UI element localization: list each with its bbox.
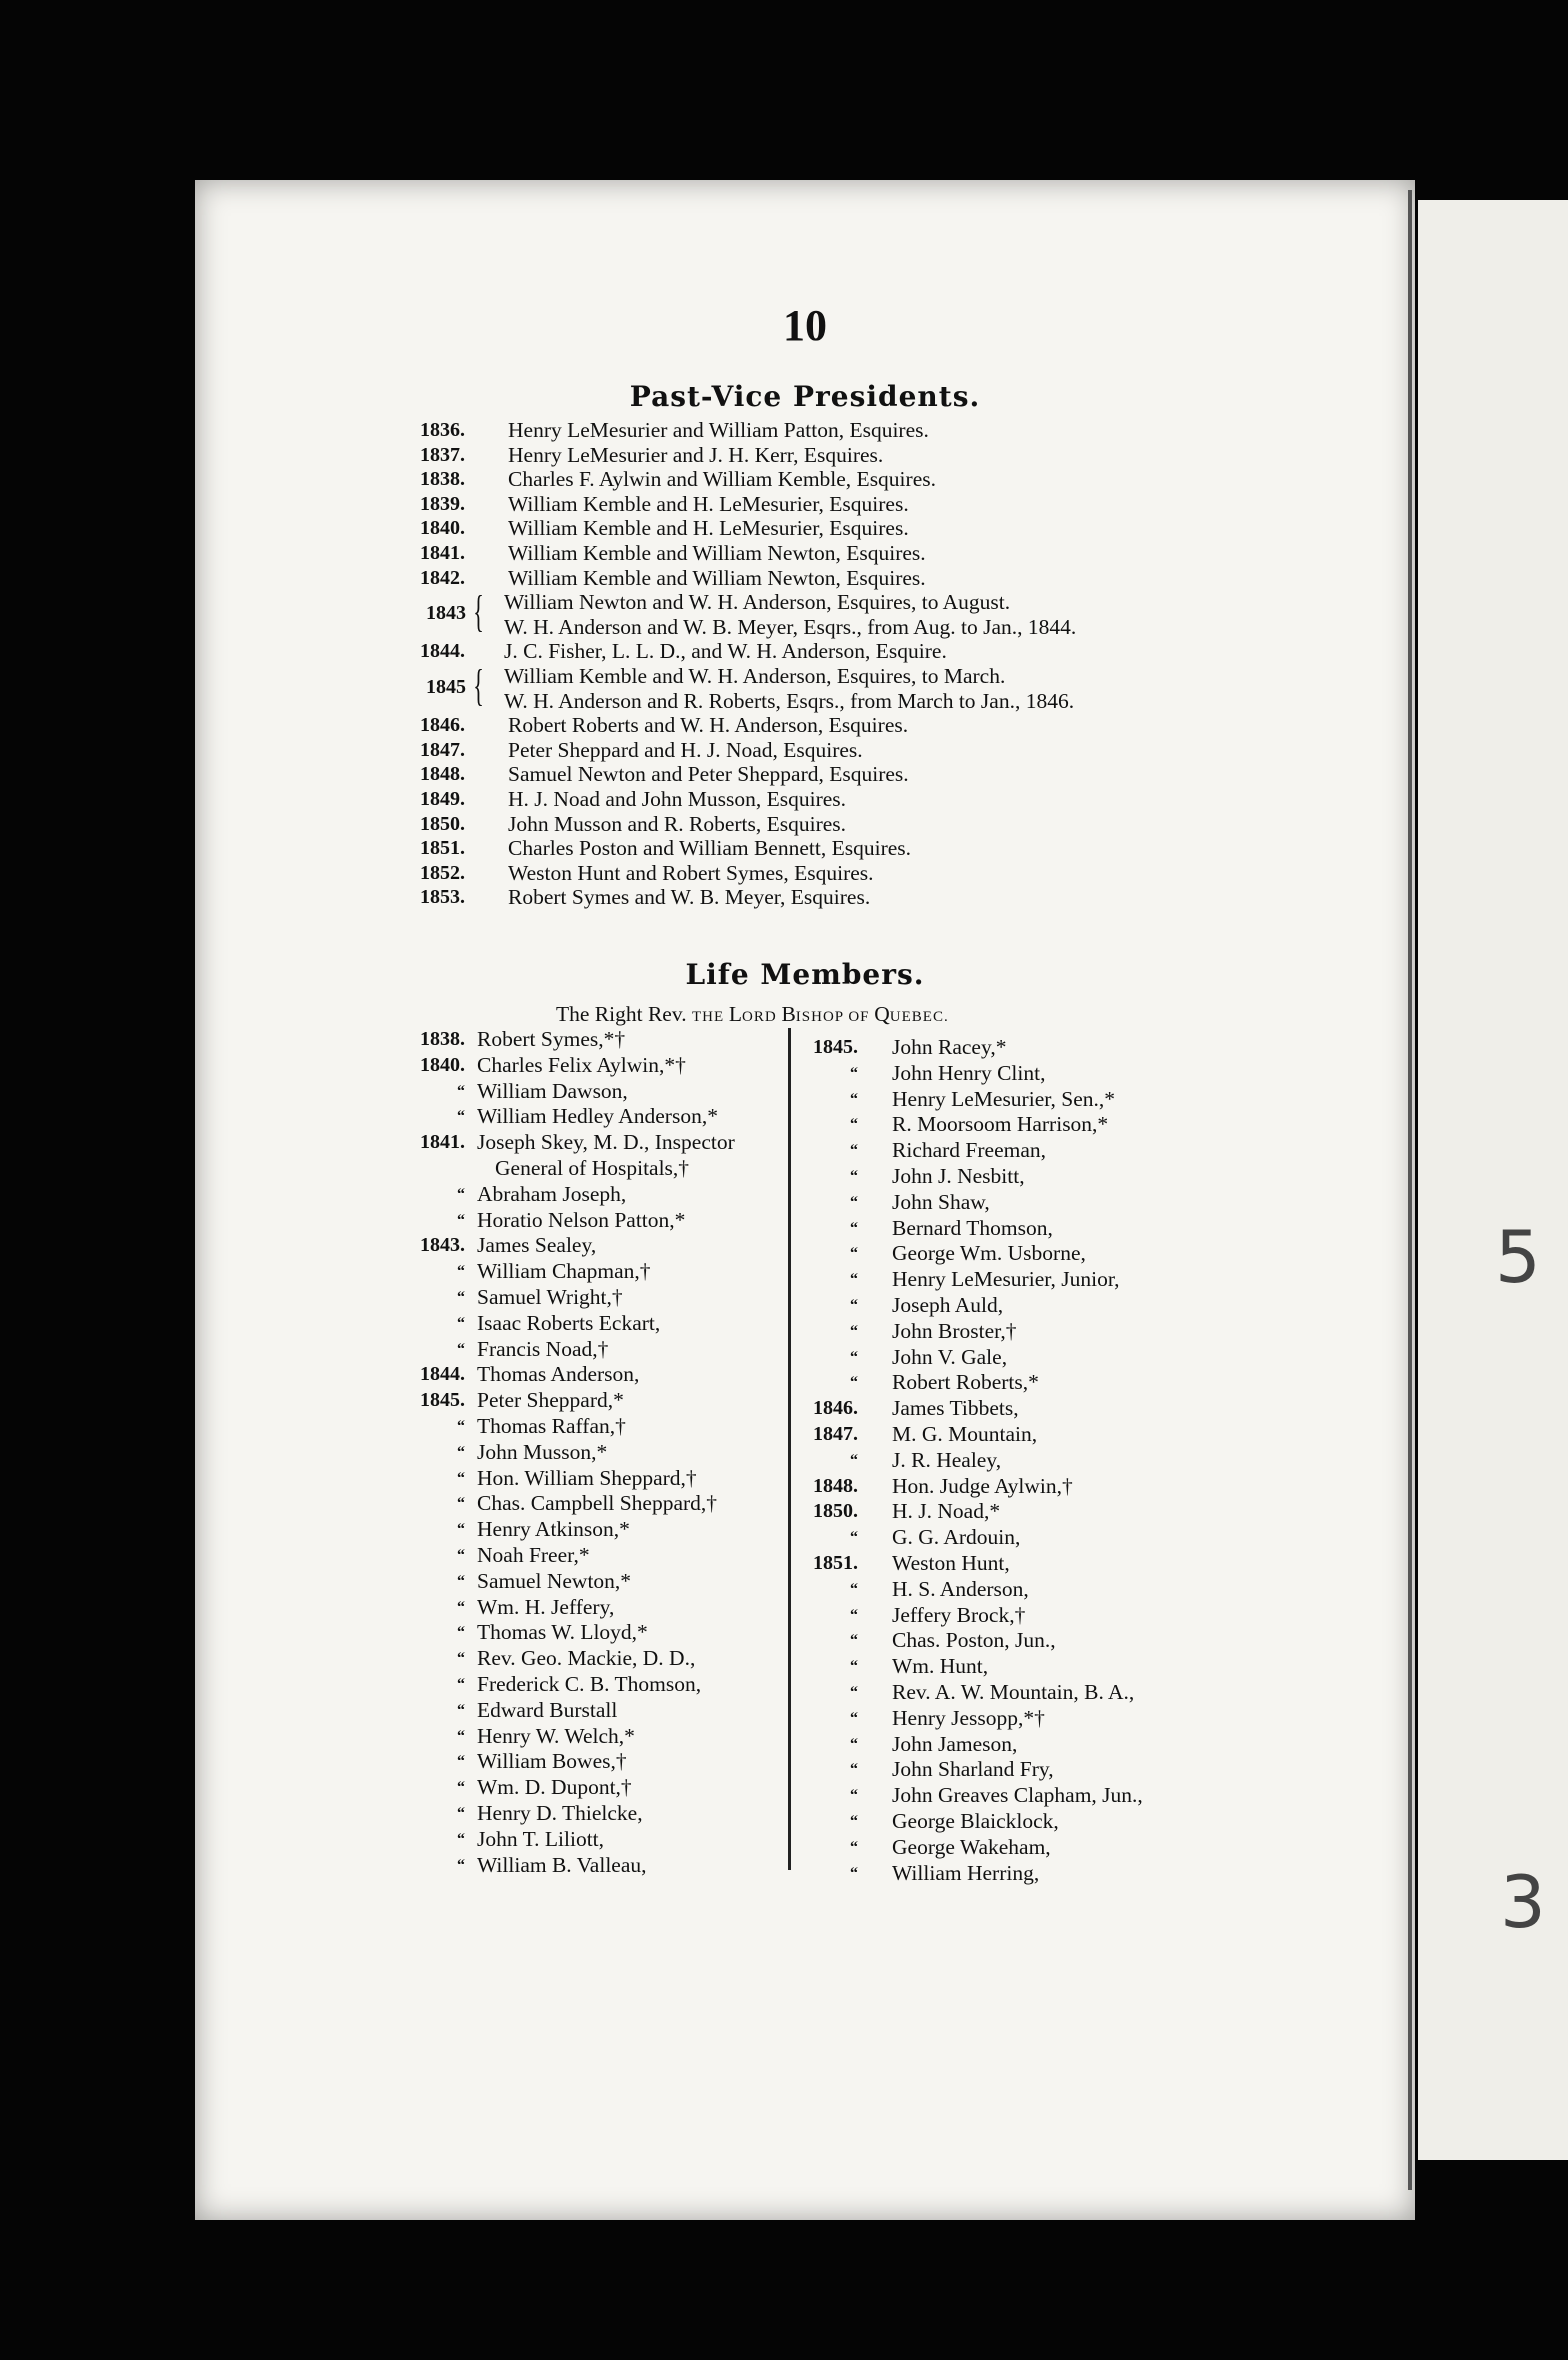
member-name: Peter Sheppard,*	[477, 1388, 624, 1413]
life-member-row	[405, 1311, 805, 1337]
member-name: Wm. Hunt,	[892, 1654, 989, 1679]
member-year: 1845.	[420, 1389, 465, 1412]
vp-names: Robert Symes and W. B. Meyer, Esquires.	[508, 885, 871, 910]
member-name: George Blaicklock,	[892, 1808, 1059, 1833]
member-name: Chas. Campbell Sheppard,†	[477, 1491, 718, 1516]
member-year: “	[457, 1108, 465, 1126]
vp-year: 1840.	[420, 517, 465, 540]
life-member-row	[800, 1112, 1300, 1138]
life-member-row	[800, 1370, 1300, 1396]
member-name: Noah Freer,*	[477, 1542, 590, 1567]
member-year: “	[850, 1787, 858, 1805]
member-year: “	[457, 1082, 465, 1100]
vp-names: Weston Hunt and Robert Symes, Esquires.	[508, 860, 874, 885]
vice-presidents-row	[400, 492, 1250, 517]
vp-year: 1839.	[420, 492, 465, 515]
member-year: “	[850, 1761, 858, 1779]
life-member-row	[800, 1087, 1300, 1113]
member-name: John Shaw,	[892, 1189, 990, 1214]
life-member-row	[405, 1079, 805, 1105]
life-member-row	[405, 1182, 805, 1208]
patron-q: Q	[874, 1002, 890, 1026]
vice-presidents-row	[400, 713, 1250, 738]
member-name: Joseph Auld,	[892, 1292, 1004, 1317]
life-member-row	[405, 1466, 805, 1492]
member-year: “	[457, 1753, 465, 1771]
life-members-patron	[556, 1002, 949, 1027]
member-year: “	[457, 1675, 465, 1693]
vp-year: 1843	[426, 602, 466, 625]
member-year: 1846.	[813, 1397, 858, 1420]
life-member-row	[800, 1577, 1300, 1603]
patron-title: The Right Rev.	[556, 1002, 692, 1026]
member-year: 1841.	[420, 1131, 465, 1154]
life-member-row	[800, 1628, 1300, 1654]
vp-names: W. H. Anderson and W. B. Meyer, Esqrs., from Aug. to Jan., 1844.	[504, 614, 1077, 639]
member-name: William Herring,	[892, 1860, 1040, 1885]
vice-presidents-row	[400, 738, 1250, 763]
life-member-row	[800, 1241, 1300, 1267]
life-member-row	[405, 1853, 805, 1879]
member-name: John T. Liliott,	[477, 1826, 605, 1851]
life-member-row	[800, 1190, 1300, 1216]
vice-presidents-row	[400, 566, 1250, 591]
vice-presidents-row	[400, 418, 1250, 443]
member-year: “	[850, 1451, 858, 1469]
member-name: William Chapman,†	[477, 1259, 651, 1284]
patron-uebec: UEBEC.	[889, 1009, 949, 1025]
member-year: “	[850, 1322, 858, 1340]
member-name: Rev. Geo. Mackie, D. D.,	[477, 1646, 696, 1671]
member-name: Charles Felix Aylwin,*†	[477, 1052, 686, 1077]
life-member-row	[405, 1698, 805, 1724]
member-name: Joseph Skey, M. D., Inspector	[477, 1130, 735, 1155]
member-name: John J. Nesbitt,	[892, 1163, 1025, 1188]
patron-ishop: ISHOP OF	[795, 1009, 875, 1025]
life-member-row	[405, 1130, 805, 1156]
member-year: “	[850, 1812, 858, 1830]
member-year: 1848.	[813, 1474, 858, 1497]
vp-names: J. C. Fisher, L. L. D., and W. H. Anderson, Esquire.	[504, 639, 947, 664]
member-name: John Musson,*	[477, 1439, 608, 1464]
life-member-row	[405, 1104, 805, 1130]
vice-presidents-row	[400, 861, 1250, 886]
vp-year: 1836.	[420, 419, 465, 441]
life-member-row	[800, 1345, 1300, 1371]
member-name: William Hedley Anderson,*	[477, 1104, 718, 1129]
member-year: “	[457, 1263, 465, 1281]
member-year: “	[850, 1632, 858, 1650]
life-member-row	[800, 1293, 1300, 1319]
vp-year: 1850.	[420, 812, 465, 835]
vice-presidents-row	[400, 541, 1250, 566]
member-name: John Jameson,	[892, 1731, 1018, 1756]
member-year: 1838.	[420, 1028, 465, 1050]
vp-names: H. J. Noad and John Musson, Esquires.	[508, 786, 847, 811]
member-year: “	[850, 1142, 858, 1160]
member-name: Robert Symes,*†	[477, 1027, 626, 1051]
life-member-row	[405, 1595, 805, 1621]
life-member-row	[405, 1285, 805, 1311]
life-member-row	[800, 1319, 1300, 1345]
member-name: G. G. Ardouin,	[892, 1525, 1021, 1550]
member-year: “	[457, 1443, 465, 1461]
vice-presidents-group-1843	[400, 587, 1250, 639]
member-name: Henry Atkinson,*	[477, 1517, 630, 1542]
vice-presidents-group-1845	[400, 660, 1250, 713]
life-member-row	[405, 1827, 805, 1853]
member-name: Weston Hunt,	[892, 1550, 1010, 1575]
life-member-row	[800, 1035, 1300, 1061]
member-name: Henry LeMesurier, Sen.,*	[892, 1086, 1116, 1111]
life-member-row	[800, 1551, 1300, 1577]
life-member-row	[800, 1061, 1300, 1087]
member-year: “	[457, 1830, 465, 1848]
member-name: Thomas W. Lloyd,*	[477, 1620, 648, 1645]
life-member-row	[800, 1732, 1300, 1758]
vp-names: William Kemble and H. LeMesurier, Esquires.	[508, 516, 909, 541]
life-member-row	[405, 1491, 805, 1517]
vp-year: 1842.	[420, 566, 465, 589]
member-name: William Bowes,†	[477, 1749, 627, 1774]
member-year: “	[457, 1288, 465, 1306]
life-members-right-column	[800, 1035, 1300, 1886]
life-member-row	[405, 1801, 805, 1827]
life-member-row	[800, 1164, 1300, 1190]
member-name: Samuel Wright,†	[477, 1284, 623, 1309]
member-name: Bernard Thomson,	[892, 1215, 1053, 1240]
life-member-row	[800, 1448, 1300, 1474]
life-member-row	[800, 1267, 1300, 1293]
member-year: “	[850, 1658, 858, 1676]
member-name: John V. Gale,	[892, 1344, 1008, 1369]
vice-presidents-row	[400, 467, 1250, 492]
vp-year: 1837.	[420, 443, 465, 466]
patron-ord: ORD	[742, 1009, 782, 1025]
member-year: “	[850, 1064, 858, 1082]
member-year: “	[457, 1495, 465, 1513]
life-members-left-column	[405, 1027, 805, 1878]
vp-names: W. H. Anderson and R. Roberts, Esqrs., from March to Jan., 1846.	[504, 688, 1075, 713]
member-year: “	[850, 1271, 858, 1289]
member-name: William Dawson,	[477, 1078, 628, 1103]
member-year: “	[850, 1683, 858, 1701]
vp-year: 1838.	[420, 468, 465, 491]
member-year: “	[850, 1709, 858, 1727]
member-name: Hon. William Sheppard,†	[477, 1465, 697, 1490]
member-year: 1850.	[813, 1500, 858, 1523]
vp-year: 1846.	[420, 714, 465, 737]
life-member-row	[405, 1517, 805, 1543]
member-name: J. R. Healey,	[892, 1447, 1002, 1472]
member-year: “	[850, 1580, 858, 1598]
life-member-row	[800, 1757, 1300, 1783]
vp-year: 1849.	[420, 787, 465, 810]
member-name: H. J. Noad,*	[892, 1499, 1001, 1524]
life-member-row	[800, 1422, 1300, 1448]
vp-names: Henry LeMesurier and J. H. Kerr, Esquires.	[508, 442, 884, 467]
vp-names: William Newton and W. H. Anderson, Esquires, to August.	[504, 590, 1011, 615]
member-name: R. Moorsoom Harrison,*	[892, 1112, 1109, 1137]
member-year: 1847.	[813, 1422, 858, 1445]
life-member-row	[405, 1414, 805, 1440]
vp-names: Robert Roberts and W. H. Anderson, Esquires.	[508, 713, 909, 738]
member-name: William B. Valleau,	[477, 1852, 647, 1877]
member-year: “	[457, 1804, 465, 1822]
life-member-row	[405, 1646, 805, 1672]
life-members-heading: Life Members.	[685, 958, 925, 991]
member-year: “	[457, 1856, 465, 1874]
vp-names: Henry LeMesurier and William Patton, Esquires.	[508, 418, 929, 442]
member-name: John Broster,†	[892, 1318, 1017, 1343]
member-year: “	[850, 1296, 858, 1314]
patron-the: THE	[691, 1009, 729, 1025]
member-name: George Wm. Usborne,	[892, 1241, 1086, 1266]
life-member-row	[800, 1809, 1300, 1835]
member-name: Isaac Roberts Eckart,	[477, 1310, 661, 1335]
life-member-row	[800, 1861, 1300, 1887]
vp-year: 1852.	[420, 861, 465, 884]
life-member-row	[800, 1603, 1300, 1629]
vp-names: Peter Sheppard and H. J. Noad, Esquires.	[508, 737, 863, 762]
member-name: General of Hospitals,†	[495, 1155, 690, 1180]
member-name: H. S. Anderson,	[892, 1576, 1029, 1601]
patron-b: B	[781, 1002, 796, 1026]
member-year: “	[457, 1779, 465, 1797]
brace-icon: {	[473, 587, 484, 637]
member-name: James Tibbets,	[892, 1396, 1019, 1421]
life-member-row	[405, 1053, 805, 1079]
member-year: “	[457, 1185, 465, 1203]
life-member-row	[405, 1672, 805, 1698]
life-member-row	[800, 1783, 1300, 1809]
member-name: George Wakeham,	[892, 1834, 1051, 1859]
vp-year: 1845	[426, 675, 466, 698]
member-name: Samuel Newton,*	[477, 1568, 632, 1593]
life-member-row	[800, 1216, 1300, 1242]
member-year: “	[457, 1701, 465, 1719]
vice-presidents-row	[400, 762, 1250, 787]
member-name: Henry D. Thielcke,	[477, 1800, 643, 1825]
member-year: 1843.	[420, 1234, 465, 1257]
vp-names: William Kemble and William Newton, Esquires.	[508, 540, 926, 565]
member-name: Wm. H. Jeffery,	[477, 1594, 615, 1619]
member-year: “	[850, 1090, 858, 1108]
pencil-mark-5: 5	[1495, 1215, 1541, 1299]
member-name: Henry LeMesurier, Junior,	[892, 1267, 1120, 1292]
life-member-row	[405, 1027, 805, 1053]
member-name: Henry Jessopp,*†	[892, 1705, 1045, 1730]
member-year: “	[457, 1314, 465, 1332]
member-name: Francis Noad,†	[477, 1336, 609, 1361]
member-name: John Racey,*	[892, 1035, 1007, 1059]
life-member-row	[405, 1337, 805, 1363]
member-year: “	[457, 1521, 465, 1539]
vp-year: 1848.	[420, 763, 465, 786]
life-member-row	[405, 1208, 805, 1234]
member-name: Richard Freeman,	[892, 1138, 1047, 1163]
vice-presidents-row	[400, 443, 1250, 468]
pencil-mark-3: 3	[1500, 1860, 1546, 1944]
page-number: 10	[783, 301, 827, 350]
vp-year: 1844.	[420, 640, 465, 663]
member-year: “	[457, 1340, 465, 1358]
member-year: “	[457, 1572, 465, 1590]
member-name: Frederick C. B. Thomson,	[477, 1671, 702, 1696]
member-name: John Henry Clint,	[892, 1060, 1046, 1085]
member-name: Horatio Nelson Patton,*	[477, 1207, 686, 1232]
life-member-row	[405, 1569, 805, 1595]
life-member-row	[405, 1388, 805, 1414]
brace-icon: {	[473, 660, 484, 710]
member-year: 1844.	[420, 1363, 465, 1386]
life-member-row	[800, 1525, 1300, 1551]
vice-presidents-row	[400, 836, 1250, 861]
member-name: Jeffery Brock,†	[892, 1602, 1026, 1627]
life-member-row	[405, 1775, 805, 1801]
life-member-row	[405, 1543, 805, 1569]
vp-names: Samuel Newton and Peter Sheppard, Esquires.	[508, 762, 909, 787]
member-year: “	[850, 1864, 858, 1882]
member-year: “	[850, 1193, 858, 1211]
life-member-row	[405, 1362, 805, 1388]
life-member-row	[800, 1474, 1300, 1500]
member-name: John Greaves Clapham, Jun.,	[892, 1783, 1143, 1808]
member-year: 1840.	[420, 1053, 465, 1076]
vice-presidents-list	[400, 418, 1250, 910]
member-year: “	[457, 1546, 465, 1564]
member-year: “	[850, 1116, 858, 1134]
vp-year: 1853.	[420, 886, 465, 909]
member-name: Rev. A. W. Mountain, B. A.,	[892, 1679, 1135, 1704]
vp-names: Charles F. Aylwin and William Kemble, Esquires.	[508, 467, 936, 492]
member-year: “	[850, 1219, 858, 1237]
vp-names: William Kemble and W. H. Anderson, Esquires, to March.	[504, 663, 1006, 688]
vp-names: William Kemble and H. LeMesurier, Esquires.	[508, 491, 909, 516]
life-member-row	[405, 1440, 805, 1466]
member-name: Thomas Anderson,	[477, 1362, 640, 1387]
member-year: “	[850, 1838, 858, 1856]
life-member-row	[405, 1749, 805, 1775]
member-name: Abraham Joseph,	[477, 1181, 627, 1206]
member-name: Robert Roberts,*	[892, 1370, 1039, 1395]
member-year: 1851.	[813, 1551, 858, 1574]
vice-presidents-row	[400, 516, 1250, 541]
life-member-row	[800, 1138, 1300, 1164]
patron-l: L	[728, 1002, 743, 1026]
member-year: “	[457, 1727, 465, 1745]
member-year: “	[850, 1167, 858, 1185]
vice-presidents-row	[400, 812, 1250, 837]
member-name: James Sealey,	[477, 1233, 597, 1258]
life-member-row	[405, 1620, 805, 1646]
vice-presidents-heading: Past-Vice Presidents.	[629, 380, 981, 413]
life-member-row	[405, 1233, 805, 1259]
life-member-row	[800, 1706, 1300, 1732]
member-name: Chas. Poston, Jun.,	[892, 1628, 1056, 1653]
vice-presidents-row	[400, 787, 1250, 812]
life-member-row	[800, 1499, 1300, 1525]
life-member-row	[800, 1680, 1300, 1706]
vp-year: 1851.	[420, 837, 465, 860]
vp-names: John Musson and R. Roberts, Esquires.	[508, 811, 847, 836]
life-member-row	[405, 1724, 805, 1750]
member-year: “	[457, 1650, 465, 1668]
life-member-row	[405, 1259, 805, 1285]
member-year: “	[850, 1529, 858, 1547]
member-year: “	[457, 1624, 465, 1642]
vice-presidents-row	[400, 639, 1250, 664]
member-year: 1845.	[813, 1036, 858, 1058]
member-name: Hon. Judge Aylwin,†	[892, 1473, 1073, 1498]
member-year: “	[457, 1598, 465, 1616]
member-name: Henry W. Welch,*	[477, 1723, 635, 1748]
member-year: “	[850, 1374, 858, 1392]
member-name: M. G. Mountain,	[892, 1421, 1038, 1446]
member-year: “	[850, 1735, 858, 1753]
life-member-row	[800, 1396, 1300, 1422]
member-name: Thomas Raffan,†	[477, 1413, 626, 1438]
vp-names: Charles Poston and William Bennett, Esquires.	[508, 836, 912, 861]
vp-year: 1847.	[420, 738, 465, 761]
member-year: “	[850, 1348, 858, 1366]
vp-year: 1841.	[420, 541, 465, 564]
member-name: John Sharland Fry,	[892, 1757, 1054, 1782]
life-member-row	[405, 1156, 805, 1182]
member-name: Wm. D. Dupont,†	[477, 1775, 632, 1800]
member-year: “	[850, 1245, 858, 1263]
member-year: “	[457, 1417, 465, 1435]
vp-names: William Kemble and William Newton, Esquires.	[508, 565, 926, 590]
page-gutter	[1408, 190, 1412, 2190]
member-year: “	[457, 1211, 465, 1229]
member-name: Edward Burstall	[477, 1697, 618, 1722]
life-member-row	[800, 1654, 1300, 1680]
life-member-row	[800, 1835, 1300, 1861]
member-year: “	[850, 1606, 858, 1624]
vice-presidents-row	[400, 885, 1250, 910]
member-year: “	[457, 1469, 465, 1487]
